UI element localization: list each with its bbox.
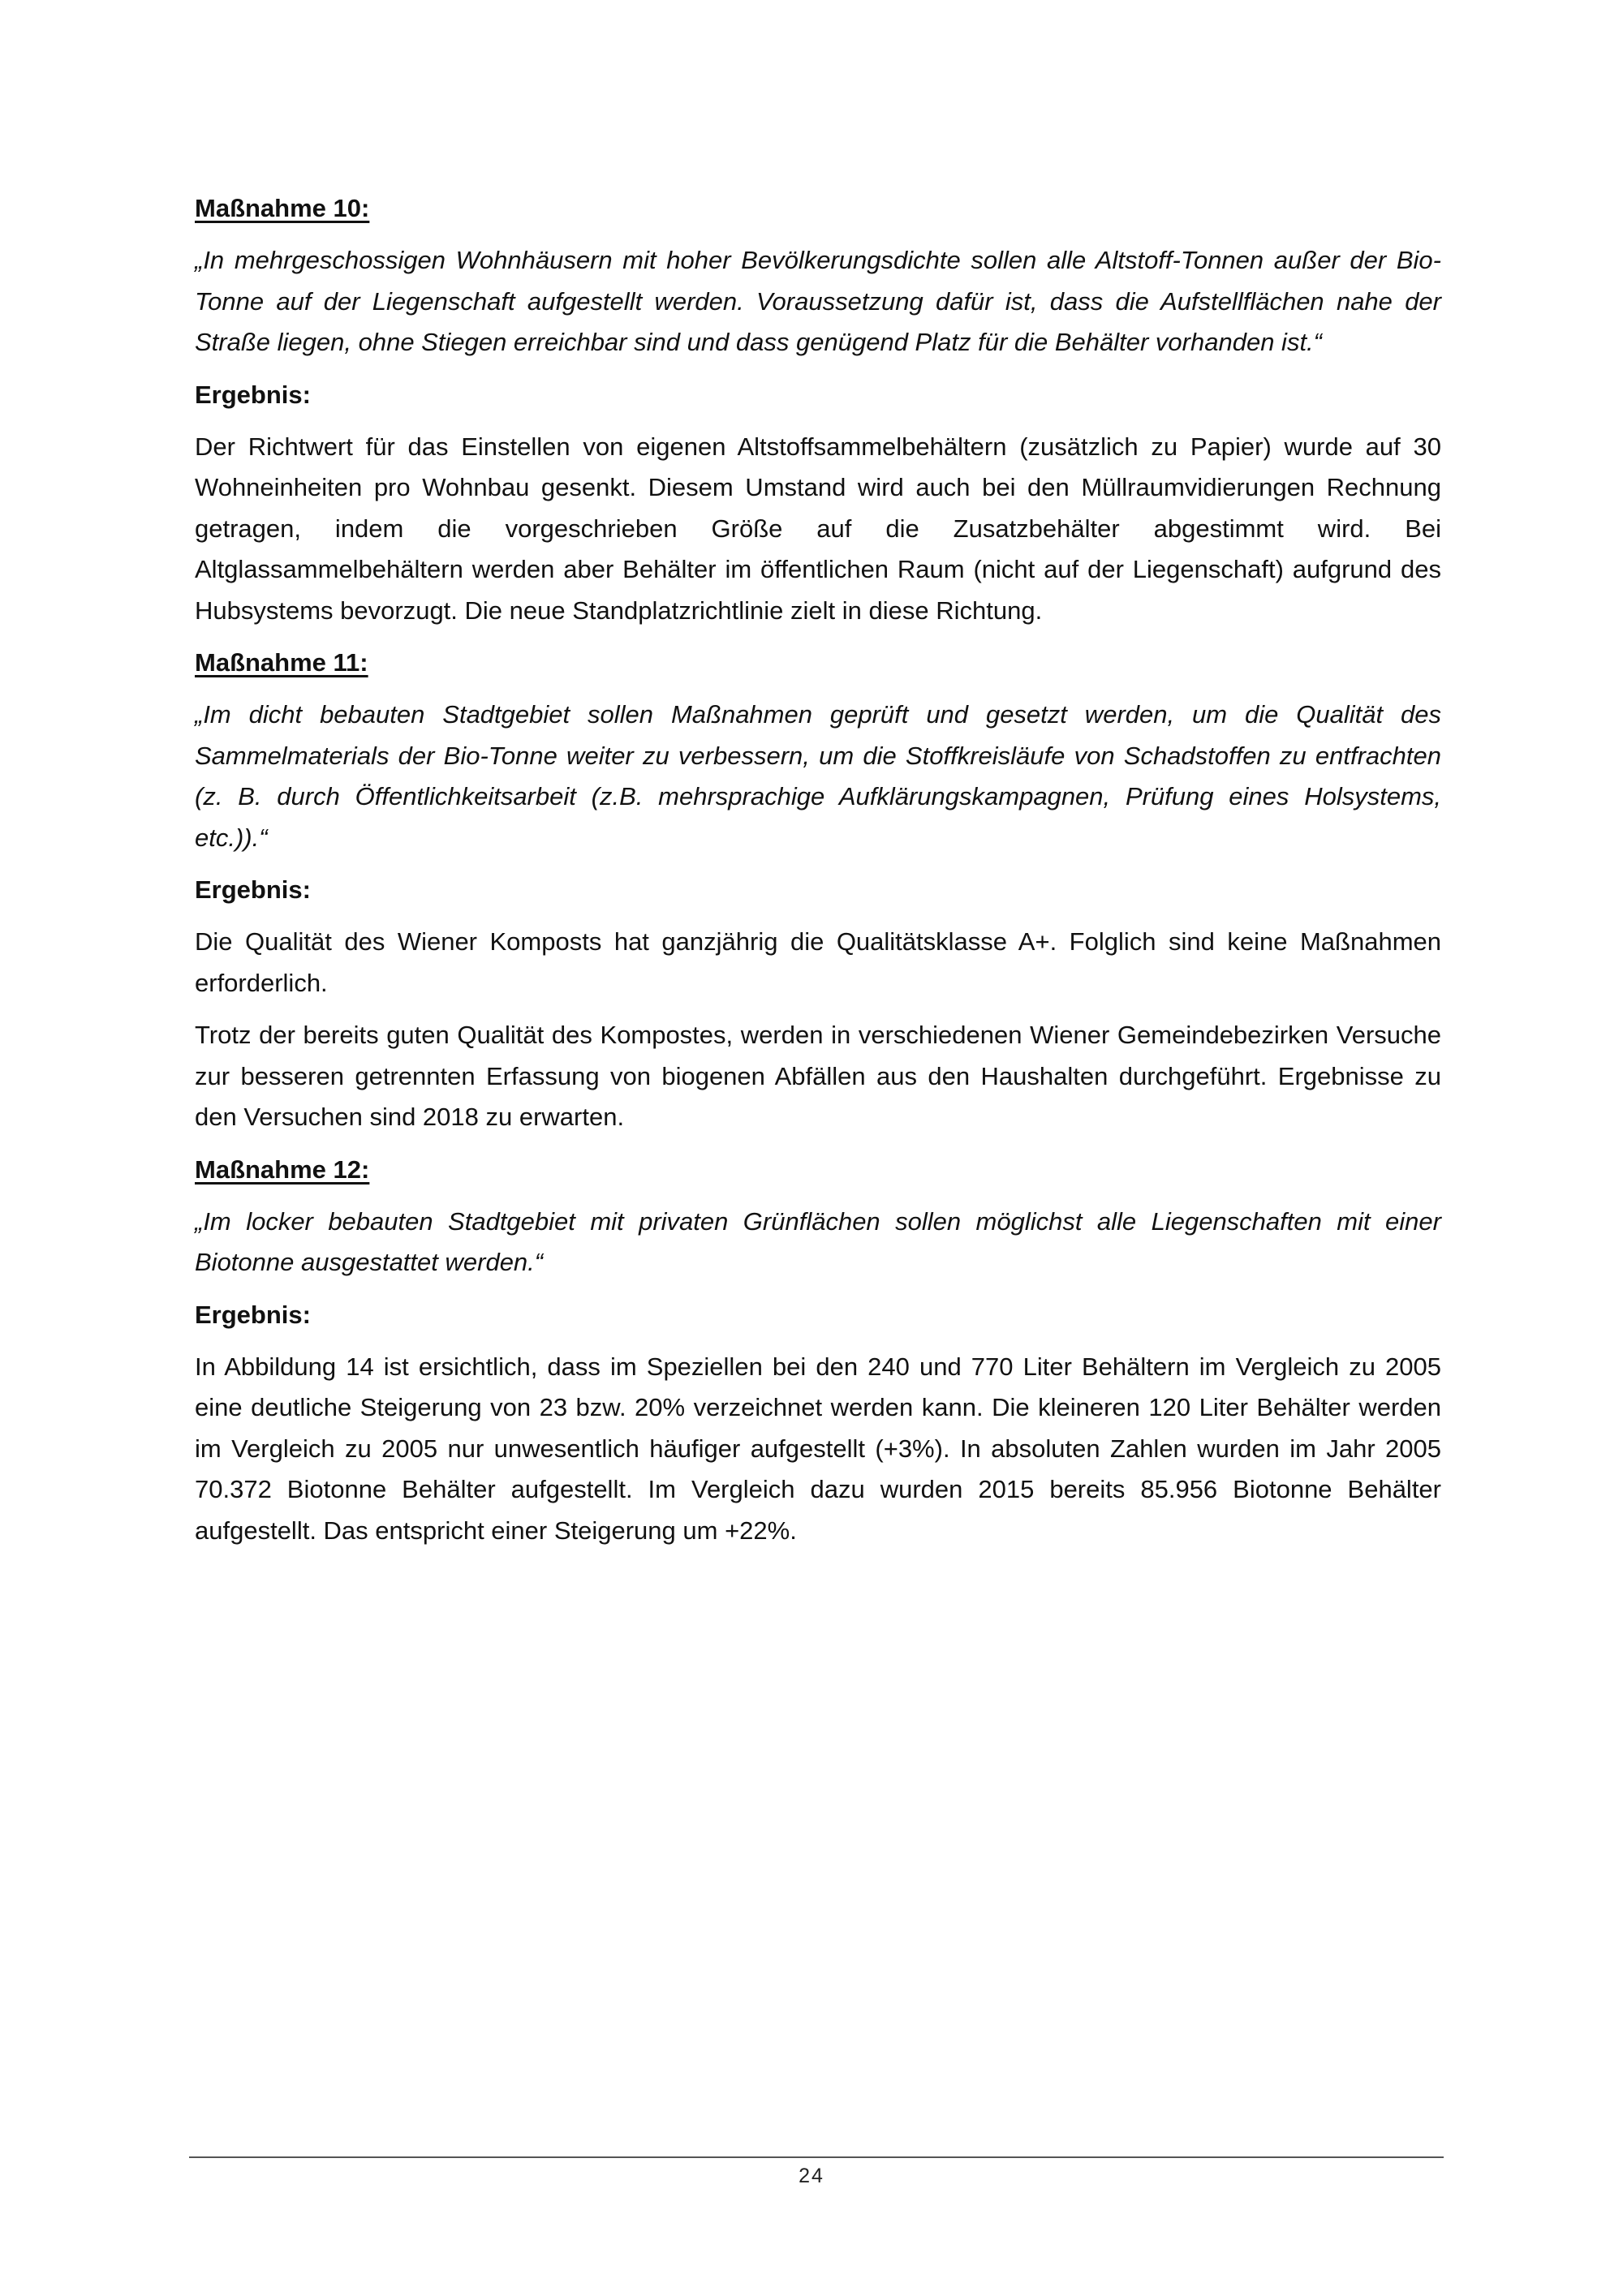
result-label: Ergebnis:: [195, 875, 311, 904]
measure-heading: Maßnahme 10:: [195, 194, 370, 222]
result-paragraph: In Abbildung 14 ist ersichtlich, dass im Speziellen bei den 240 und 770 Liter Behältern im Vergleich zu 2005 eine deutliche Steigerung von 23 bzw. 20% verzeichnet werden kann. Die kleineren 120 Liter Behälter werden im Vergleich zu 2005 nur unwesentlich häufiger aufgestellt (+3%). In absoluten Zahlen wurden im Jahr 2005 70.372 Biotonne Behälter aufgestellt. Im Vergleich dazu wurden 2015 bereits 85.956 Biotonne Behälter aufgestellt. Das entspricht einer Steigerung um +22%.: [195, 1352, 1441, 1545]
measure-quote: „Im dicht bebauten Stadtgebiet sollen Maßnahmen geprüft und gesetzt werden, um die Qualität des Sammelmaterials der Bio-Tonne weiter zu verbessern, um die Stoffkreisläufe von Schadstoffen zu entfrachten (z. B. durch Öffentlichkeitsarbeit (z.B. mehrsprachige Aufklärungskampagnen, Prüfung eines Holsystems, etc.)).“: [195, 700, 1441, 852]
page-content: [195, 188, 1441, 1563]
result-paragraph: Der Richtwert für das Einstellen von eigenen Altstoffsammelbehältern (zusätzlich zu Papier) wurde auf 30 Wohneinheiten pro Wohnbau gesenkt. Diesem Umstand wird auch bei den Müllraumvidierungen Rechnung getragen, indem die vorgeschrieben Größe auf die Zusatzbehälter abgestimmt wird. Bei Altglassammelbehältern werden aber Behälter im öffentlichen Raum (nicht auf der Liegenschaft) aufgrund des Hubsystems bevorzugt. Die neue Standplatzrichtlinie zielt in diese Richtung.: [195, 432, 1441, 625]
page-number: 24: [799, 2165, 824, 2187]
result-label: Ergebnis:: [195, 380, 311, 409]
measure-10: [195, 188, 1441, 631]
measure-heading: Maßnahme 12:: [195, 1154, 370, 1184]
footer-divider: [189, 2156, 1444, 2158]
measure-12: [195, 1150, 1441, 1552]
result-paragraph: Trotz der bereits guten Qualität des Kompostes, werden in verschiedenen Wiener Gemeindebezirken Versuche zur besseren getrennten Erfassung von biogenen Abfällen aus den Haushalten durchgeführt. Ergebnisse zu den Versuchen sind 2018 zu erwarten.: [195, 1021, 1441, 1131]
measure-quote: „Im locker bebauten Stadtgebiet mit privaten Grünflächen sollen möglichst alle Liegenschaften mit einer Biotonne ausgestattet werden.“: [195, 1206, 1441, 1276]
result-label: Ergebnis:: [195, 1300, 311, 1329]
measure-quote: „In mehrgeschossigen Wohnhäusern mit hoher Bevölkerungsdichte sollen alle Altstoff-Tonnen außer der Bio-Tonne auf der Liegenschaft aufgestellt werden. Voraussetzung dafür ist, dass die Aufstellflächen nahe der Straße liegen, ohne Stiegen erreichbar sind und dass genügend Platz für die Behälter vorhanden ist.“: [195, 246, 1441, 356]
measure-heading: Maßnahme 11:: [195, 648, 368, 677]
result-paragraph: Die Qualität des Wiener Komposts hat ganzjährig die Qualitätsklasse A+. Folglich sind keine Maßnahmen erforderlich.: [195, 927, 1441, 997]
measure-11: [195, 643, 1441, 1138]
